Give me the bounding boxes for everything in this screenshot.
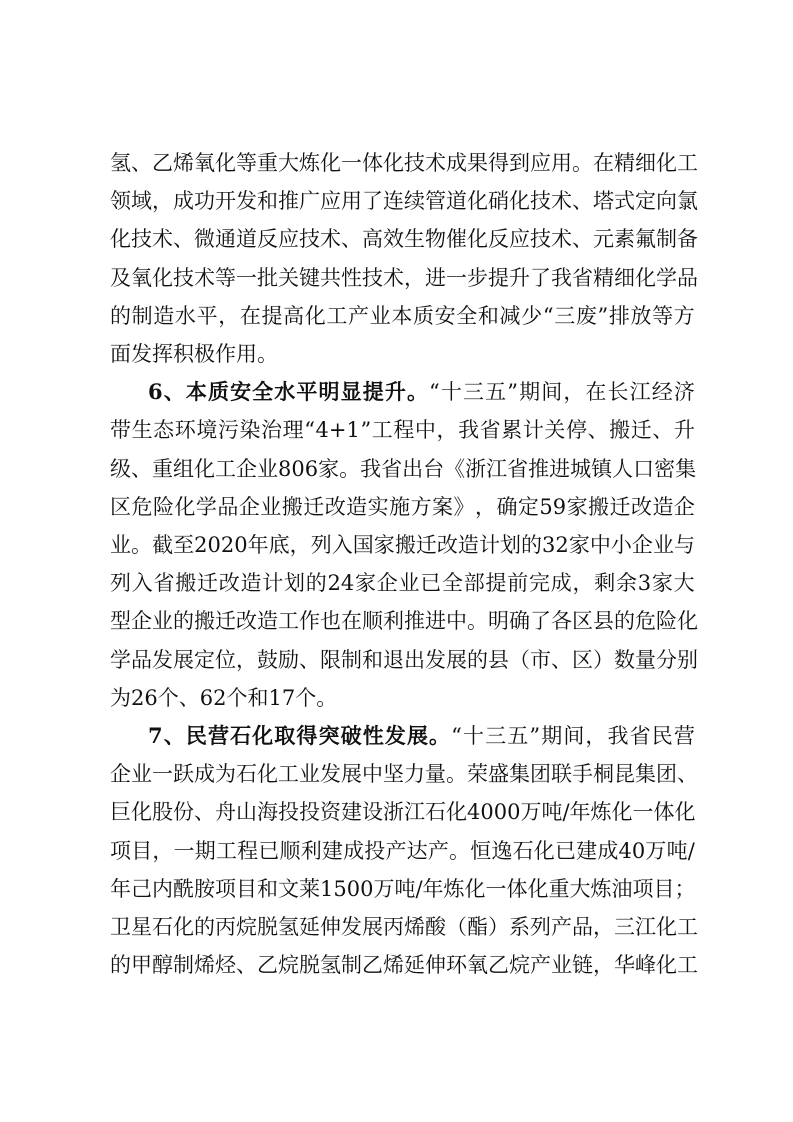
text-line: 化 技 术 、 微 通 道 反 应 技 术 、 高 效 生 物 催 化 反 应 技 术 、 元 素 氟 制 备 [110,227,698,252]
text-line: 带 生 态 环 境 污 染 治 理 “ 4+1 ” 工 程 中 ， 我 省 累 计 关 停 、 搬 迁 、 升 [110,418,695,443]
text-line: 面 发 挥 积 极 作 用 。 [110,342,278,366]
text-line: 年 己 内 酰 胺 项 目 和 文 莱 1500 万 吨 / 年 炼 化 一 体 化 重 大 炼 油 项 目 ； [110,876,696,901]
text-line: 7 、 民 营 石 化 取 得 突 破 性 发 展 。 “ 十 三 五 ” 期 间 ， 我 省 民 营 [148,723,695,748]
text-line: 巨 化 股 份 、 舟 山 海 投 投 资 建 设 浙 江 石 化 4000 万 吨 / 年 炼 化 一 体 化 [110,800,696,825]
text-line: 氢 、 乙 烯 氧 化 等 重 大 炼 化 一 体 化 技 术 成 果 得 到 应 用 。 在 精 细 化 工 [110,151,698,175]
text-line: 的 制 造 水 平 ， 在 提 高 化 工 产 业 本 质 安 全 和 减 少 “ 三 废 ” 排 放 等 方 [110,303,695,328]
text-line: 6 、 本 质 安 全 水 平 明 显 提 升 。 “ 十 三 五 ” 期 间 ， 在 长 江 经 济 [148,379,695,405]
text-line: 业 。 截 至 2020 年 底 ， 列 入 国 家 搬 迁 改 造 计 划 的 32 家 中 小 企 业 与 [110,533,695,557]
text-line: 及 氧 化 技 术 等 一 批 关 键 共 性 技 术 ， 进 一 步 提 升 了 我 省 精 细 化 学 品 [110,265,698,290]
text-line: 为 26 个 、 62 个 和 17 个 。 [110,685,338,710]
text-line: 项 目 ， 一 期 工 程 已 顺 利 建 成 投 产 达 产 。 恒 逸 石 化 已 建 成 40 万 吨 / [110,838,695,863]
text-line: 列 入 省 搬 迁 改 造 计 划 的 24 家 企 业 已 全 部 提 前 完 成 ， 剩 余 3 家 大 [110,571,695,596]
text-line: 学 品 发 展 定 位 ， 鼓 励 、 限 制 和 退 出 发 展 的 县 （ 市 、 区 ） 数 量 分 别 [110,647,698,672]
text-line: 企 业 一 跃 成 为 石 化 工 业 发 展 中 坚 力 量 。 荣 盛 集 团 联 手 桐 昆 集 团 、 [110,762,698,787]
text-line: 领 域 ， 成 功 开 发 和 推 广 应 用 了 连 续 管 道 化 硝 化 技 术 、 塔 式 定 向 氯 [110,189,698,214]
text-line: 的 甲 醇 制 烯 烃 、 乙 烷 脱 氢 制 乙 烯 延 伸 环 氧 乙 烷 产 业 链 ， 华 峰 化 工 [110,953,698,978]
text-line: 级 、 重 组 化 工 企 业 806 家 。 我 省 出 台 《 浙 江 省 推 进 城 镇 人 口 密 集 [110,456,697,481]
text-line: 区 危 险 化 学 品 企 业 搬 迁 改 造 实 施 方 案 》 ， 确 定 59 家 搬 迁 改 造 企 [110,494,695,519]
text-line: 卫 星 石 化 的 丙 烷 脱 氢 延 伸 发 展 丙 烯 酸 （ 酯 ） 系 列 产 品 ， 三 江 化 工 [110,915,698,939]
text-line: 型 企 业 的 搬 迁 改 造 工 作 也 在 顺 利 推 进 中 。 明 确 了 各 区 县 的 危 险 化 [110,609,698,634]
